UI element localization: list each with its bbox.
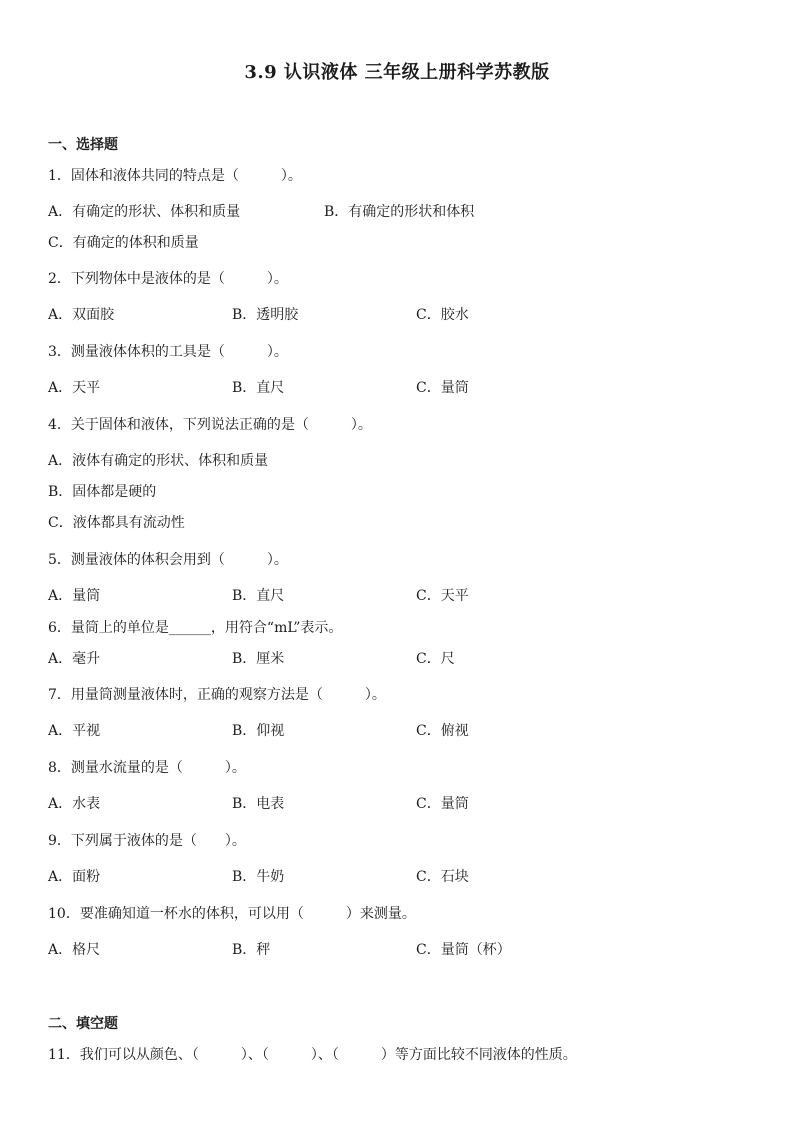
question-2: 2．下列物体中是液体的是（ ）。 [48,271,288,287]
option-b: B．有确定的形状和体积 [324,204,475,220]
question-7: 7．用量筒测量液体时，正确的观察方法是（ ）。 [48,687,386,703]
options-row [48,585,748,605]
question-6: 6．量筒上的单位是______，用符合“mL”表示。 [48,620,343,636]
options-row [48,304,748,324]
page-title: 3.9 认识液体 三年级上册科学苏教版 [244,62,550,83]
section-heading-fill: 二、填空题 [48,1016,118,1032]
option-c: C．天平 [416,588,469,604]
options-row [48,866,748,886]
question-9: 9．下列属于液体的是（ ）。 [48,833,246,849]
option-c: C．俯视 [416,723,469,739]
option-a: A．天平 [48,380,101,396]
option-a: A．有确定的形状、体积和质量 [48,204,241,220]
option-b: B．秤 [232,942,271,958]
question-8: 8．测量水流量的是（ ）。 [48,760,246,776]
question-4: 4．关于固体和液体，下列说法正确的是（ ）。 [48,417,372,433]
option-c: C．液体都具有流动性 [48,515,185,531]
options-row [48,720,748,740]
option-a: A．平视 [48,723,101,739]
options-row [48,648,748,668]
option-b: B．透明胶 [232,307,299,323]
option-a: A．双面胶 [48,307,115,323]
option-b: B．电表 [232,796,285,812]
option-a: A．毫升 [48,651,101,667]
question-5: 5．测量液体的体积会用到（ ）。 [48,552,288,568]
option-b: B．仰视 [232,723,285,739]
options-row [48,939,748,959]
option-c: C．尺 [416,651,455,667]
option-c: C．量筒（杯） [416,942,511,958]
question-11: 11．我们可以从颜色、（ ）、（ ）、（ ）等方面比较不同液体的性质。 [48,1047,577,1063]
options-row [48,793,748,813]
question-1: 1．固体和液体共同的特点是（ ）。 [48,168,302,184]
option-b: B．直尺 [232,588,285,604]
option-b: B．厘米 [232,651,285,667]
option-a: A．格尺 [48,942,101,958]
option-a: A．量筒 [48,588,101,604]
option-b: B．固体都是硬的 [48,484,157,500]
options-row [48,201,748,221]
question-3: 3．测量液体体积的工具是（ ）。 [48,344,288,360]
option-a: A．面粉 [48,869,101,885]
option-b: B．牛奶 [232,869,285,885]
options-row [48,377,748,397]
question-10: 10．要准确知道一杯水的体积，可以用（ ）来测量。 [48,906,416,922]
option-a: A．水表 [48,796,101,812]
option-c: C．量筒 [416,380,469,396]
option-c: C．有确定的体积和质量 [48,235,199,251]
option-c: C．石块 [416,869,469,885]
option-c: C．胶水 [416,307,469,323]
option-b: B．直尺 [232,380,285,396]
option-c: C．量筒 [416,796,469,812]
section-heading-choice: 一、选择题 [48,137,118,153]
option-a: A．液体有确定的形状、体积和质量 [48,453,269,469]
